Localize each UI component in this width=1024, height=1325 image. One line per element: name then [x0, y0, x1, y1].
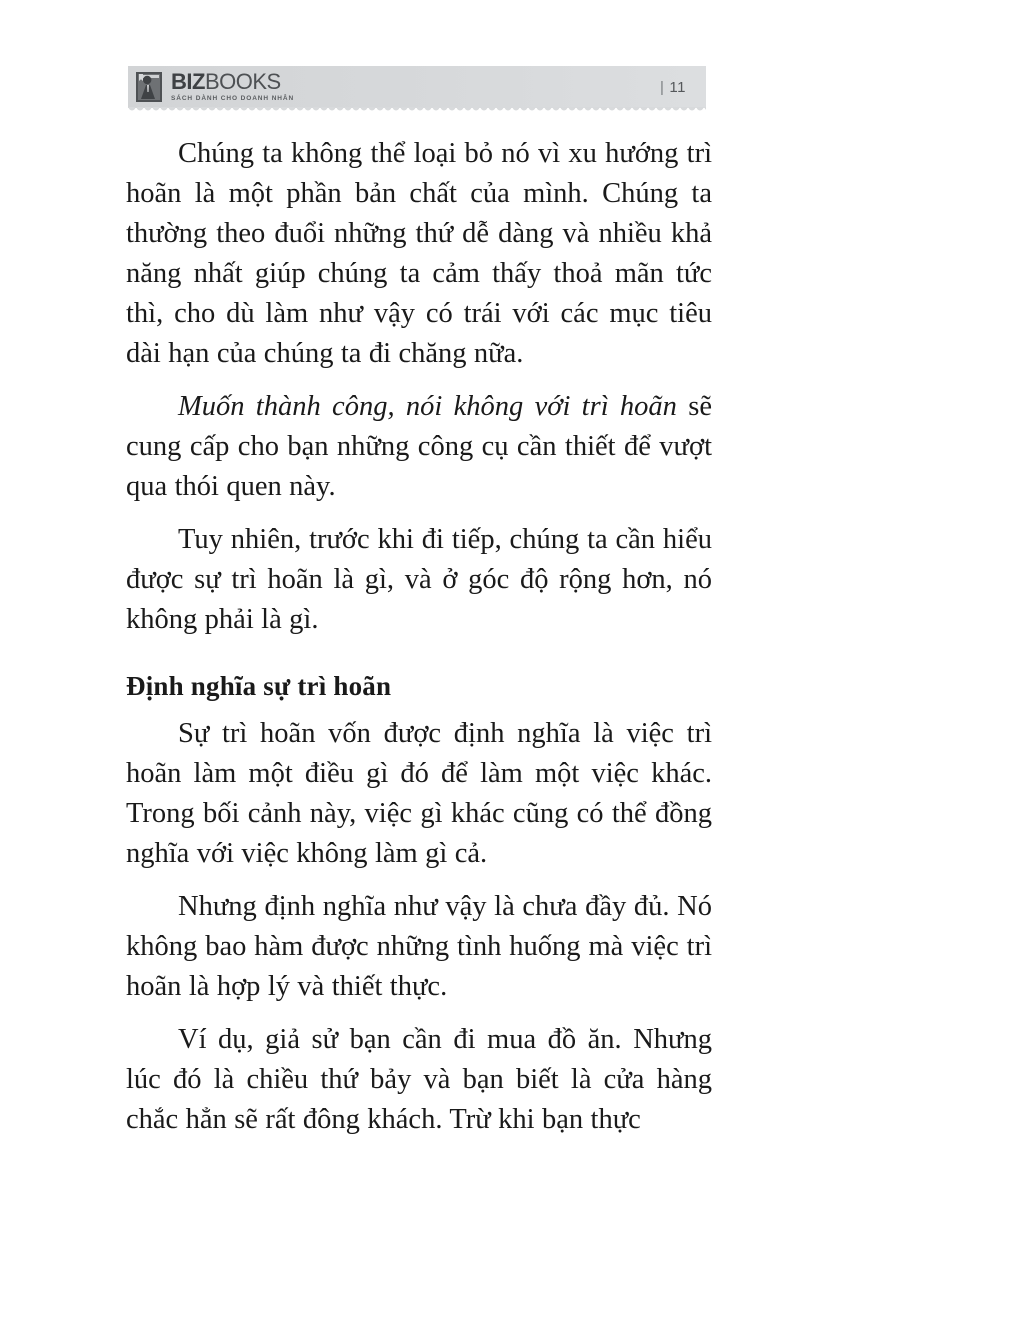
paragraph-1: Chúng ta không thể loại bỏ nó vì xu hướng trì hoãn là một phần bản chất của mình. Chúng ta thường theo đuổi những thứ dễ dàng và nhiều khả năng nhất giúp chúng ta cảm thấy thoả mãn tức thì, cho dù làm như vậy có trái với các mục tiêu dài hạn của chúng ta đi chăng nữa. [126, 138, 712, 369]
paragraph-4: Sự trì hoãn vốn được định nghĩa là việc trì hoãn làm một điều gì đó để làm một việc khác. Trong bối cảnh này, việc gì khác cũng có thể đồng nghĩa với việc không làm gì cả. [126, 718, 712, 869]
brand-name-suffix: BOOKS [204, 69, 281, 95]
page-number: 11 [669, 78, 686, 96]
folio-rule: | [660, 78, 665, 96]
running-header-band [128, 66, 706, 108]
paragraph-3: Tuy nhiên, trước khi đi tiếp, chúng ta cần hiểu được sự trì hoãn là gì, và ở góc độ rộng hơn, nó không phải là gì. [126, 524, 712, 635]
paragraph-6: Ví dụ, giả sử bạn cần đi mua đồ ăn. Nhưng lúc đó là chiều thứ bảy và bạn biết là cửa hàng chắc hẳn sẽ rất đông khách. Trừ khi bạn thực [126, 1024, 712, 1135]
running-header-inner [128, 66, 706, 108]
paragraph-2 [126, 387, 712, 507]
section-heading: Định nghĩa sự trì hoãn [126, 671, 392, 701]
paragraph-2-rest: sẽ cung cấp cho bạn những công cụ cần thiết để vượt qua thói quen này. [126, 391, 712, 502]
book-title-italic: Muốn thành công, nói không với trì hoãn [178, 391, 677, 422]
page-folio [660, 79, 692, 96]
brand-tagline: SÁCH DÀNH CHO DOANH NHÂN [171, 95, 295, 103]
brand-name [171, 71, 294, 93]
body-text-column [126, 134, 712, 1140]
paragraph-5: Nhưng định nghĩa như vậy là chưa đầy đủ. Nó không bao hàm được những tình huống mà việc trì hoãn là hợp lý và thiết thực. [126, 891, 712, 1002]
brand-name-prefix: BIZ [171, 69, 205, 95]
brand-text-block [171, 71, 294, 103]
bizbooks-brand [134, 71, 294, 103]
book-person-logo-icon [134, 71, 164, 103]
